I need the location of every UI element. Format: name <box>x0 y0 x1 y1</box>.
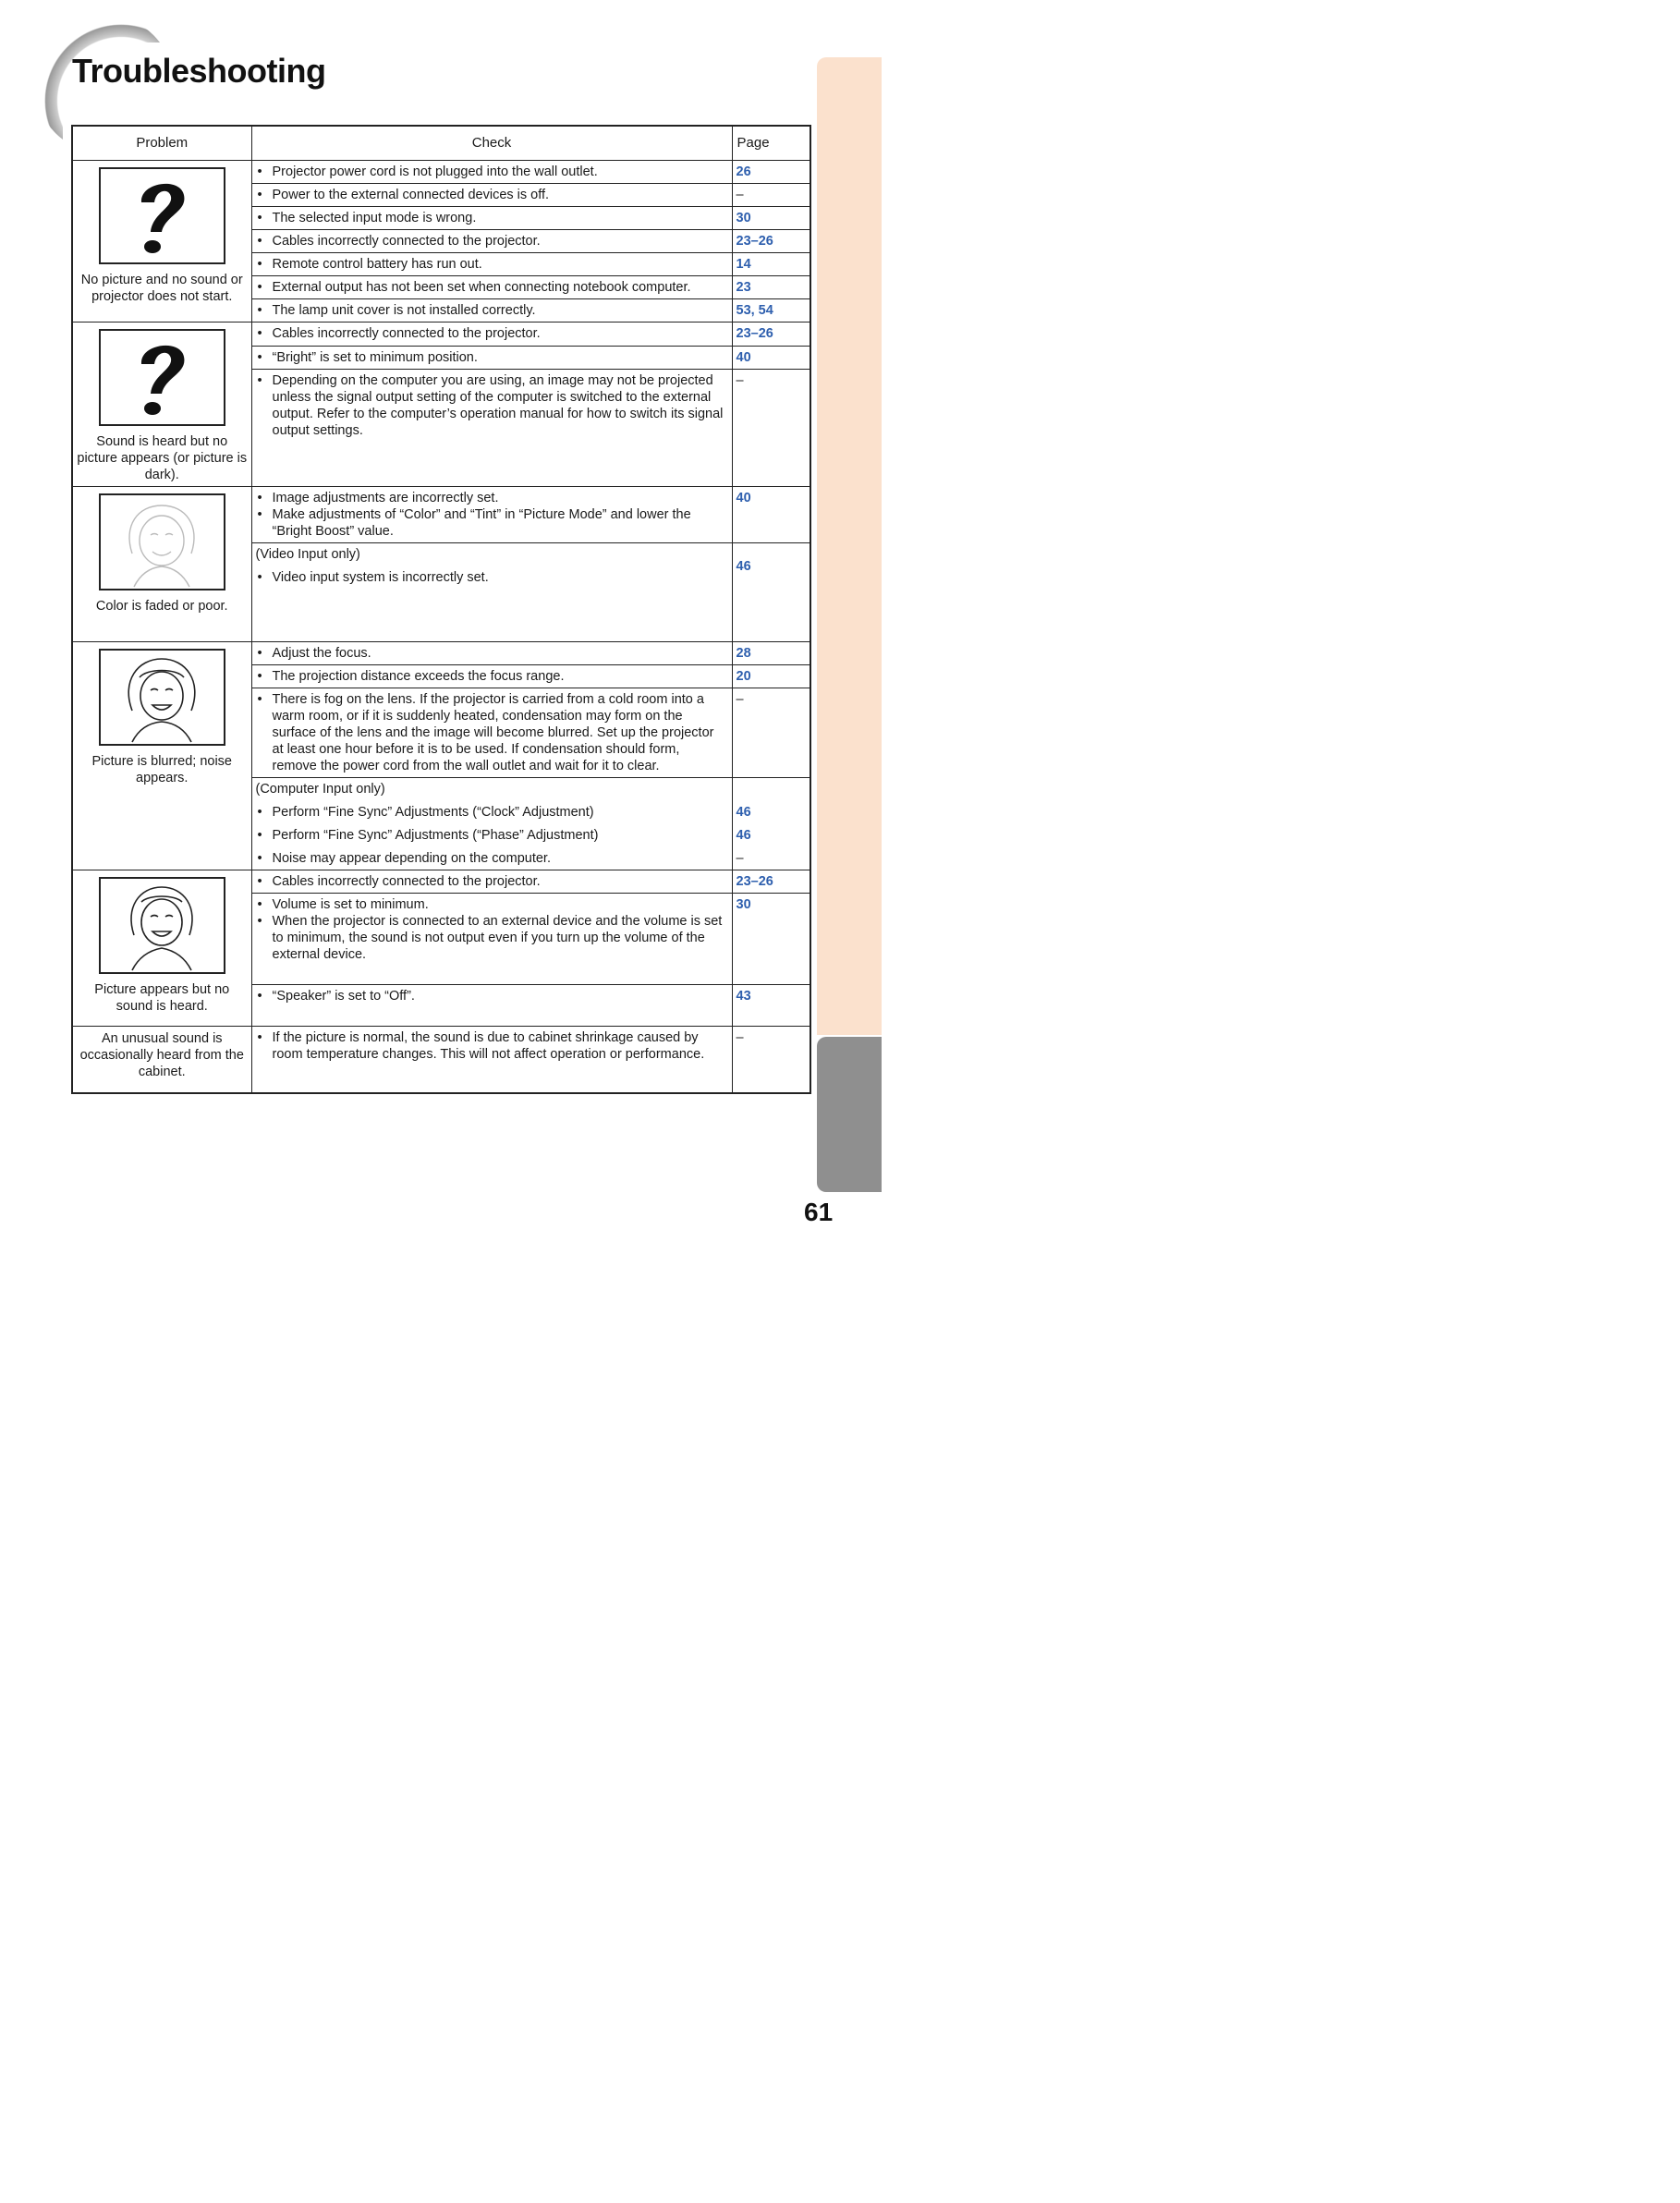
check-cell <box>251 346 732 370</box>
check-item: • Depending on the computer you are using, an image may not be projected unless the signal output setting of the computer is switched to the external output. Refer to the computer’s operation manual for how to switch its signal output settings. <box>256 372 728 439</box>
page-link[interactable]: 40 <box>732 487 810 543</box>
check-cell <box>251 276 732 299</box>
table-row <box>72 487 810 543</box>
question-mark-illustration <box>99 167 225 264</box>
page-ref: – <box>732 688 810 778</box>
problem-cell <box>72 1027 251 1094</box>
problem-cell <box>72 161 251 323</box>
check-cell <box>251 184 732 207</box>
problem-text: Color is faded or poor. <box>95 599 228 614</box>
page-link[interactable]: 46 <box>736 828 751 843</box>
problem-text: Picture appears but no sound is heard. <box>94 982 230 1014</box>
header-page: Page <box>732 126 810 161</box>
check-cell <box>251 642 732 665</box>
check-item: • External output has not been set when connecting notebook computer. <box>256 279 728 296</box>
check-item: • Cables incorrectly connected to the projector. <box>256 325 728 342</box>
page-number: 61 <box>804 1198 834 1226</box>
problem-text: An unusual sound is occasionally heard from the cabinet. <box>79 1031 244 1079</box>
check-cell <box>251 207 732 230</box>
girl-portrait-icon <box>106 498 217 587</box>
page-link[interactable]: 20 <box>732 665 810 688</box>
check-item: • Video input system is incorrectly set. <box>256 569 728 586</box>
problem-text: Sound is heard but no picture appears (or picture is dark). <box>77 434 248 482</box>
page-ref: – <box>736 851 744 866</box>
check-item: • “Bright” is set to minimum position. <box>256 349 728 366</box>
header-problem: Problem <box>72 126 251 161</box>
check-item: • When the projector is connected to an external device and the volume is set to minimum, the sound is not output even if you turn up the volume of the external device. <box>256 913 728 963</box>
page-link[interactable]: 23–26 <box>732 870 810 894</box>
check-cell <box>251 985 732 1027</box>
page-link[interactable]: 14 <box>732 253 810 276</box>
check-item: • Perform “Fine Sync” Adjustments (“Clock” Adjustment) <box>256 804 728 821</box>
problem-cell <box>72 487 251 642</box>
header-check: Check <box>251 126 732 161</box>
side-band <box>817 57 882 1035</box>
table-row <box>72 870 810 894</box>
check-item: • Noise may appear depending on the computer. <box>256 850 728 867</box>
check-item: • Projector power cord is not plugged into the wall outlet. <box>256 164 728 180</box>
page-link[interactable]: 23–26 <box>732 323 810 347</box>
page-link[interactable]: 43 <box>732 985 810 1027</box>
check-cell <box>251 230 732 253</box>
girl-portrait-icon <box>106 882 217 970</box>
page-link[interactable]: 26 <box>732 161 810 184</box>
check-item: • “Speaker” is set to “Off”. <box>256 988 728 1004</box>
check-cell <box>251 487 732 543</box>
check-item: • Adjust the focus. <box>256 645 728 662</box>
check-cell <box>251 665 732 688</box>
check-item: • The projection distance exceeds the focus range. <box>256 668 728 685</box>
table-row <box>72 323 810 347</box>
table-row <box>72 1027 810 1094</box>
check-cell <box>251 370 732 487</box>
check-cell <box>251 688 732 778</box>
problem-text: Picture is blurred; noise appears. <box>91 754 232 785</box>
check-item: • Cables incorrectly connected to the projector. <box>256 233 728 250</box>
page-cell <box>732 778 810 870</box>
check-item: • If the picture is normal, the sound is due to cabinet shrinkage caused by room temperature changes. This will not affect operation or performance. <box>256 1029 728 1063</box>
girl-portrait-icon <box>106 653 217 742</box>
page-link[interactable]: 23 <box>732 276 810 299</box>
check-item: • The selected input mode is wrong. <box>256 210 728 226</box>
check-cell <box>251 894 732 985</box>
check-item: • The lamp unit cover is not installed correctly. <box>256 302 728 319</box>
page-link[interactable]: 28 <box>732 642 810 665</box>
page-ref: – <box>732 1027 810 1094</box>
page-link[interactable]: 40 <box>732 346 810 370</box>
page-title: Troubleshooting <box>72 52 326 90</box>
check-cell <box>251 323 732 347</box>
page-link[interactable]: 53, 54 <box>732 299 810 323</box>
check-item: • Image adjustments are incorrectly set. <box>256 490 728 506</box>
check-item: • Remote control battery has run out. <box>256 256 728 273</box>
input-note: (Video Input only) <box>255 547 360 562</box>
check-item: • Make adjustments of “Color” and “Tint” in “Picture Mode” and lower the “Bright Boost” value. <box>256 506 728 540</box>
check-cell <box>251 253 732 276</box>
check-cell <box>251 161 732 184</box>
blurred-girl-illustration <box>99 649 225 746</box>
page-link[interactable]: 23–26 <box>732 230 810 253</box>
problem-cell <box>72 870 251 1027</box>
input-note: (Computer Input only) <box>255 782 385 797</box>
page-ref: – <box>732 370 810 487</box>
check-item: • There is fog on the lens. If the projector is carried from a cold room into a warm room, or if it is suddenly heated, condensation may form on the surface of the lens and the image will become blurred. Set up the projector at least one hour before it is to be used. If condensation should form, remove the power cord from the wall outlet and wait for it to clear. <box>256 691 728 774</box>
page-link[interactable]: 46 <box>736 805 751 820</box>
check-item: • Power to the external connected devices is off. <box>256 187 728 203</box>
appendix-tab-label: Appendix <box>1659 2101 1680 2183</box>
page-link[interactable]: 46 <box>732 543 810 642</box>
question-mark-icon <box>125 175 199 258</box>
check-item: • Volume is set to minimum. <box>256 896 728 913</box>
page-link[interactable]: 30 <box>732 207 810 230</box>
smiling-girl-illustration <box>99 877 225 974</box>
problem-cell <box>72 323 251 487</box>
check-cell <box>251 778 732 870</box>
question-mark-illustration <box>99 329 225 426</box>
question-mark-icon <box>125 336 199 420</box>
troubleshooting-table <box>71 125 811 1094</box>
table-row <box>72 642 810 665</box>
check-cell <box>251 299 732 323</box>
check-item: • Cables incorrectly connected to the projector. <box>256 873 728 890</box>
page-ref: – <box>732 184 810 207</box>
table-row <box>72 161 810 184</box>
page-link[interactable]: 30 <box>732 894 810 985</box>
faded-girl-illustration <box>99 493 225 590</box>
problem-text: No picture and no sound or projector does not start. <box>80 273 243 304</box>
check-cell <box>251 870 732 894</box>
check-cell <box>251 1027 732 1094</box>
table-header-row <box>72 126 810 161</box>
problem-cell <box>72 642 251 870</box>
check-cell <box>251 543 732 642</box>
check-item: • Perform “Fine Sync” Adjustments (“Phase” Adjustment) <box>256 827 728 844</box>
